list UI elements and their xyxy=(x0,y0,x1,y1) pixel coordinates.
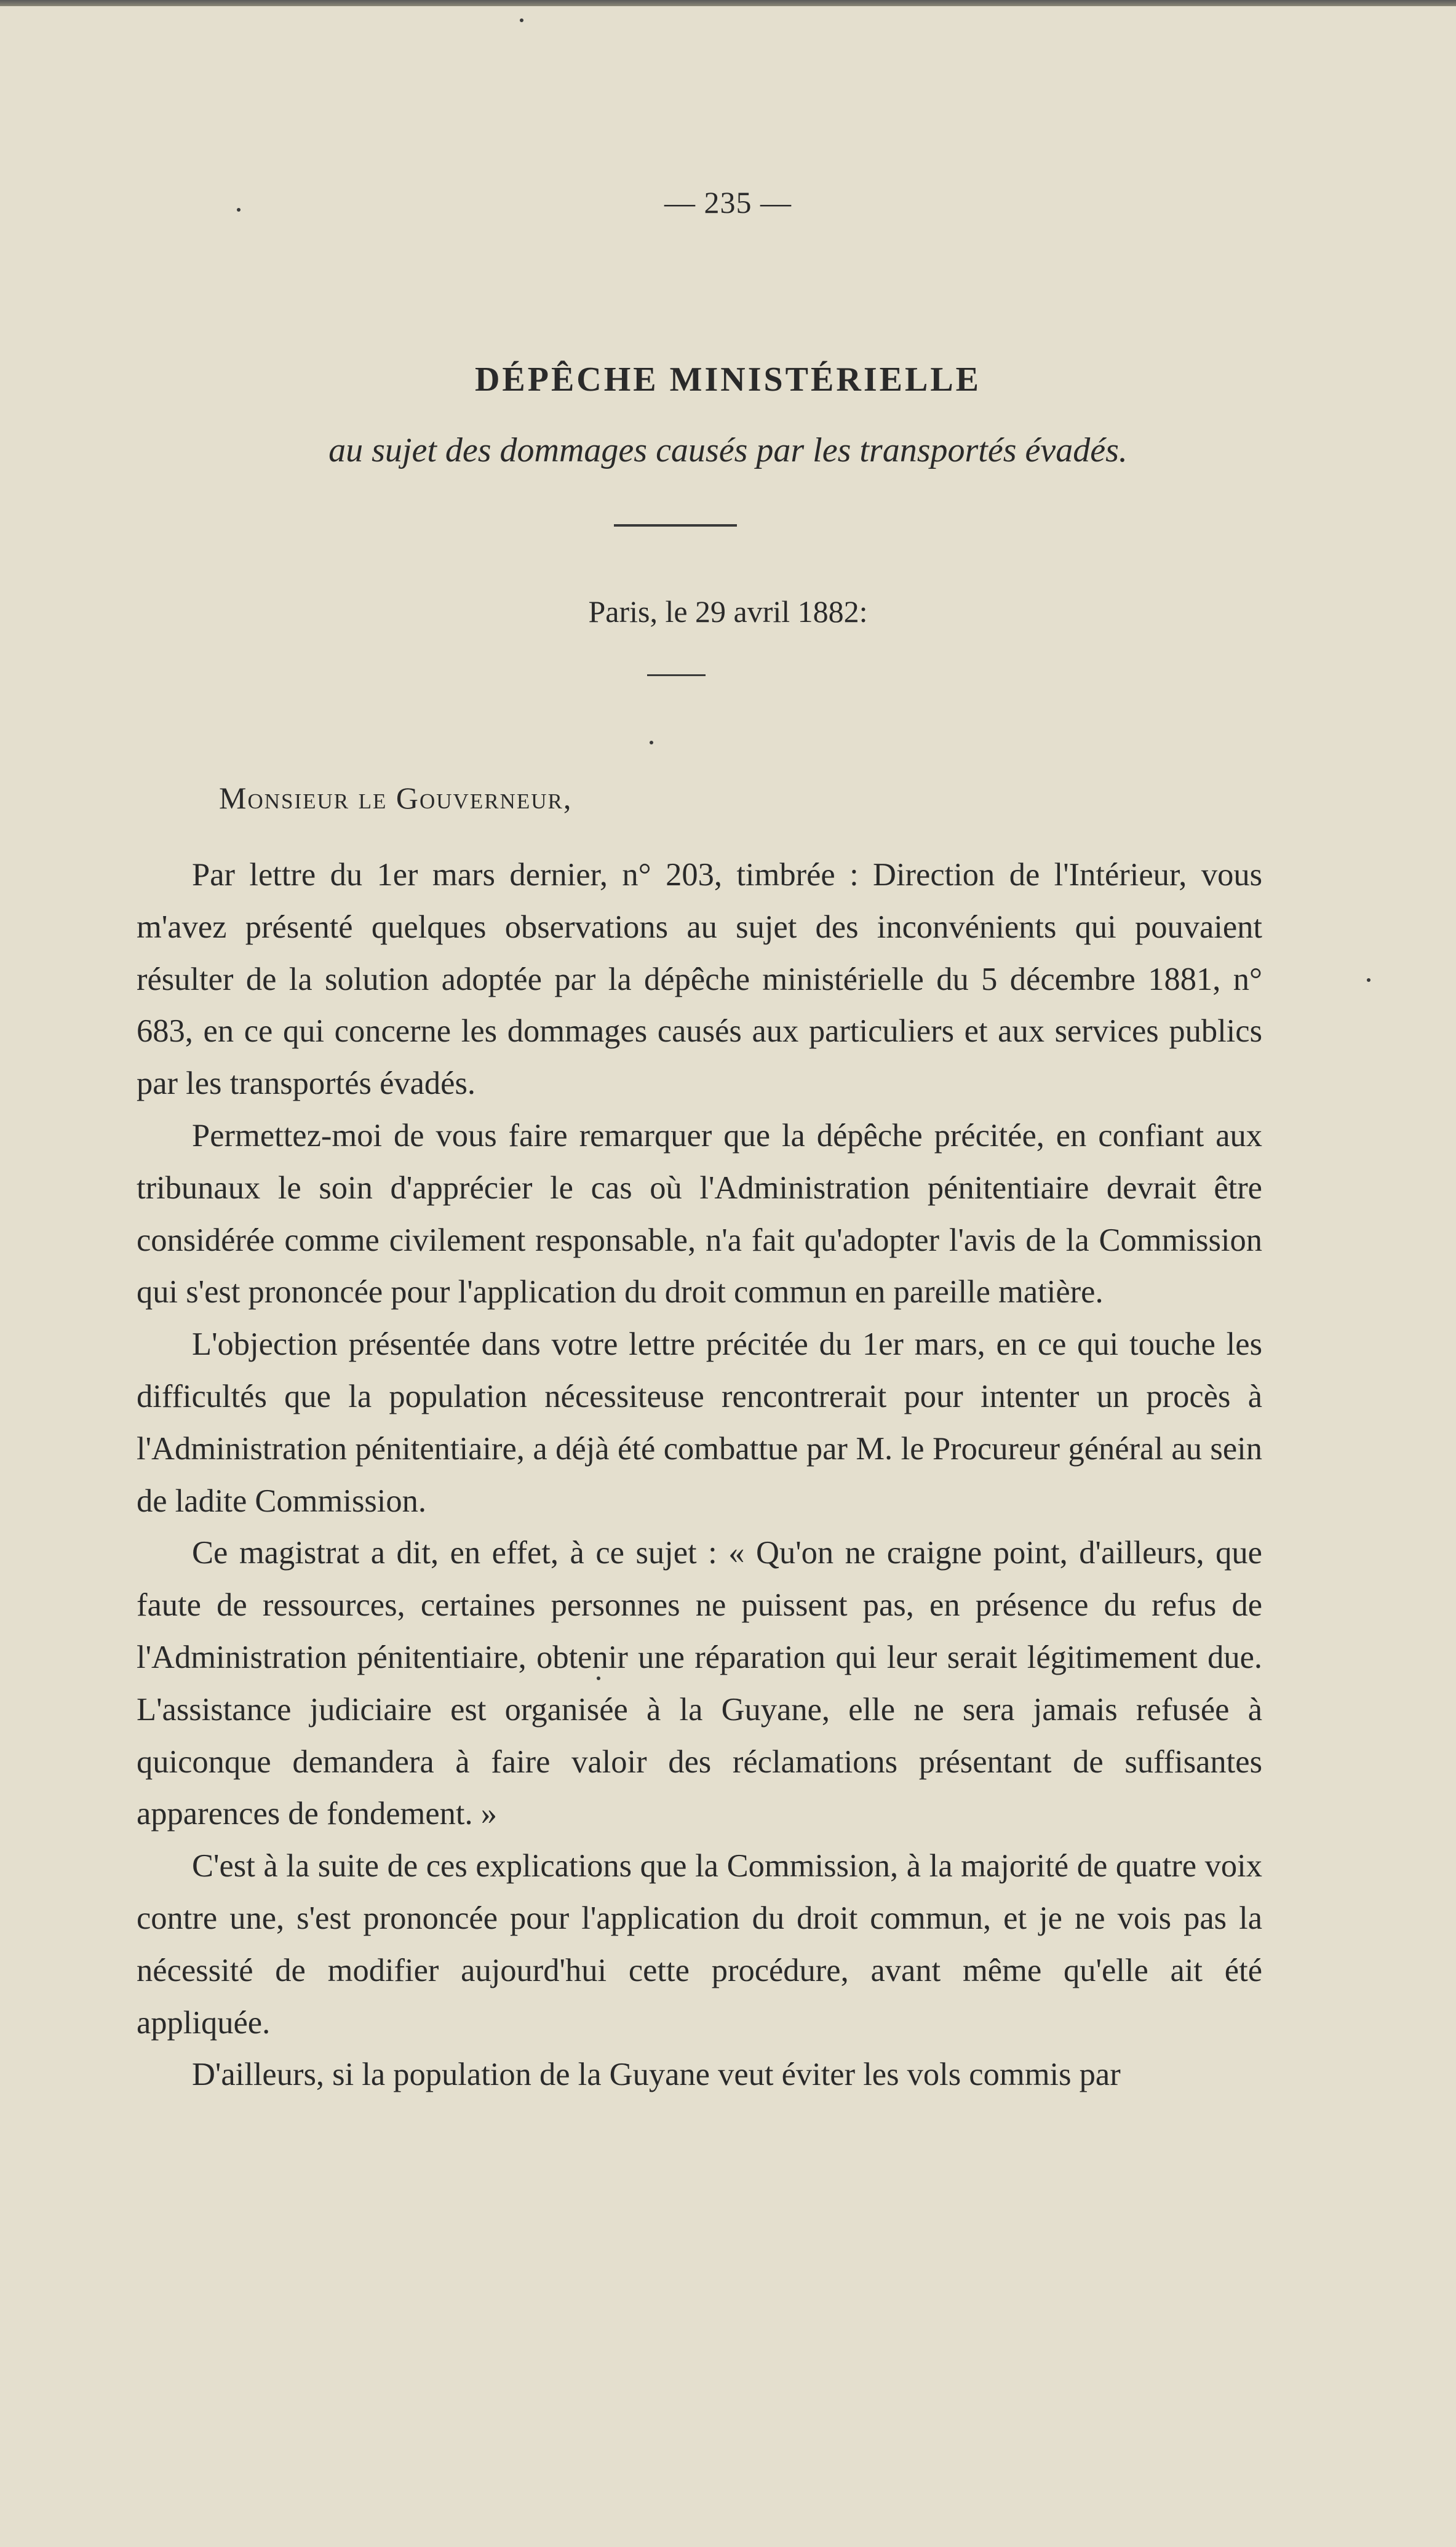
paragraph-5: C'est à la suite de ces explications que la Commission, à la majorité de quatre voix contre une, s'est prononcée pour l'application du droit commun, et je ne vois pas la nécessité de modifier aujourd'hui cette procédure, avant même qu'elle ait été appliquée. xyxy=(137,1848,1262,2041)
letter-body xyxy=(137,849,1262,2101)
paragraph-3: L'objection présentée dans votre lettre précitée du 1er mars, en ce qui touche les difficultés que la population nécessiteuse rencontrerait pour intenter un procès à l'Administration pénitentiaire, a déjà été combattue par M. le Procureur général au sein de ladite Commission. xyxy=(137,1326,1262,1519)
paper-speck xyxy=(520,18,523,22)
dateline: Paris, le 29 avril 1882: xyxy=(588,594,868,629)
salutation: Monsieur le Gouverneur, xyxy=(219,781,573,815)
paragraph-2: Permettez-moi de vous faire remarquer que la dépêche précitée, en confiant aux tribunaux le soin d'apprécier le cas où l'Administration pénitentiaire devrait être considérée comme civilement responsable, n'a fait qu'adopter l'avis de la Commission qui s'est prononcée pour l'application du droit commun en pareille matière. xyxy=(137,1117,1262,1310)
page-number: — 235 — xyxy=(664,185,792,220)
document-title: DÉPÊCHE MINISTÉRIELLE xyxy=(474,361,982,399)
paragraph-4: Ce magistrat a dit, en effet, à ce sujet : « Qu'on ne craigne point, d'ailleurs, que faute de ressources, certaines personnes ne puissent pas, en présence du refus de l'Administration pénitentiaire, obtenir une réparation qui leur serait légitimement due. L'assistance judiciaire est organisée à la Guyane, elle ne sera jamais refusée à quiconque demandera à faire valoir des réclamations présentant de suffisantes apparences de fondement. » xyxy=(137,1535,1262,1832)
paper-speck xyxy=(237,208,241,212)
dateline-divider xyxy=(647,674,706,676)
page-top-edge xyxy=(0,0,1456,6)
title-divider xyxy=(614,524,737,527)
paper-speck xyxy=(1367,978,1370,982)
paragraph-1: Par lettre du 1er mars dernier, n° 203, timbrée : Direction de l'Intérieur, vous m'avez présenté quelques observations au sujet des inconvénients qui pouvaient résulter de la solution adoptée par la dépêche ministérielle du 5 décembre 1881, n° 683, en ce qui concerne les dommages causés aux particuliers et aux services publics par les transportés évadés. xyxy=(137,857,1262,1102)
paragraph-6: D'ailleurs, si la population de la Guyane veut éviter les vols commis par xyxy=(192,2057,1121,2093)
document-subtitle: au sujet des dommages causés par les transportés évadés. xyxy=(328,431,1128,469)
paper-speck xyxy=(597,1676,600,1680)
paper-speck xyxy=(650,741,653,744)
